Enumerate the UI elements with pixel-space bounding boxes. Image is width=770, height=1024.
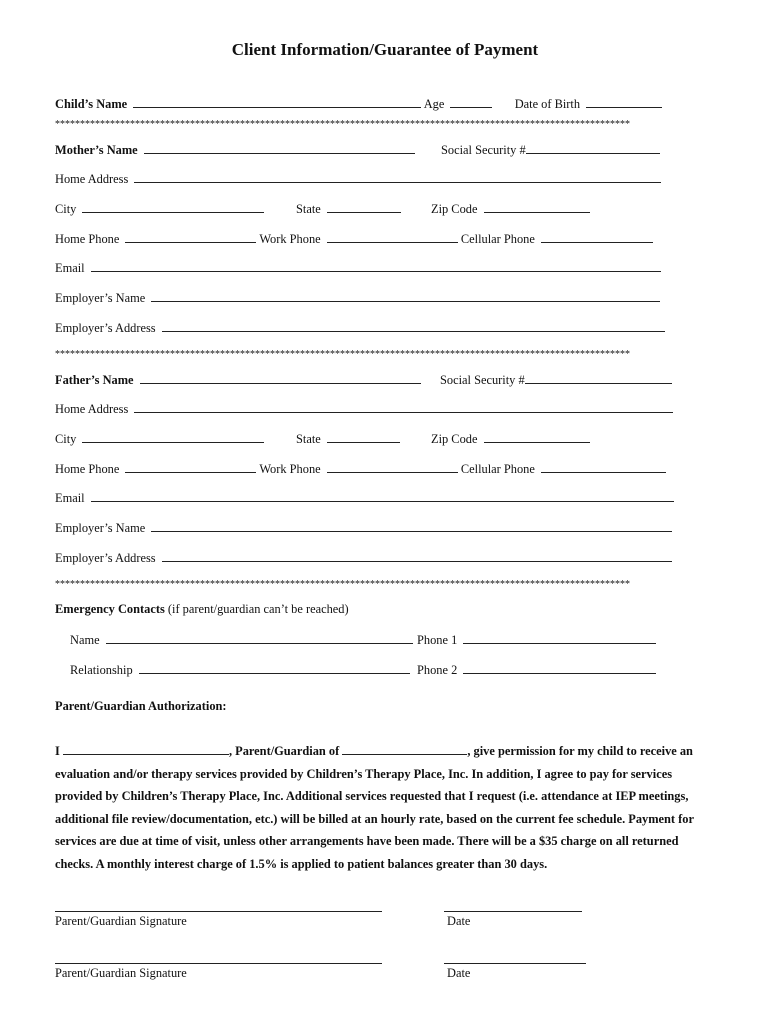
father-address-label: Home Address — [55, 402, 129, 416]
child-name-consent-field[interactable] — [342, 743, 467, 755]
mother-email-label: Email — [55, 261, 85, 275]
father-work-phone-label: Work Phone — [259, 462, 321, 476]
mother-city-row — [55, 201, 264, 217]
father-work-phone-field[interactable] — [327, 461, 458, 473]
father-employer-name-row — [55, 520, 672, 536]
father-ssn-row — [440, 372, 672, 388]
father-employer-name-field[interactable] — [151, 520, 672, 532]
father-address-row — [55, 401, 673, 417]
date-line-2[interactable] — [444, 963, 586, 964]
father-state-row — [296, 431, 400, 447]
mother-zip-label: Zip Code — [431, 202, 478, 216]
date-label-1: Date — [447, 914, 471, 928]
authorization-i: I — [55, 744, 60, 758]
mother-address-field[interactable] — [134, 171, 661, 183]
father-zip-field[interactable] — [484, 431, 590, 443]
signature-line-2[interactable] — [55, 963, 382, 964]
father-city-row — [55, 431, 264, 447]
child-name-row — [55, 96, 662, 112]
emergency-note: (if parent/guardian can’t be reached) — [167, 602, 349, 616]
father-state-field[interactable] — [327, 431, 400, 443]
mother-ssn-row — [441, 142, 660, 158]
form-title: Client Information/Guarantee of Payment — [231, 40, 539, 59]
father-name-label: Father’s Name — [55, 373, 134, 387]
emergency-phone1-field[interactable] — [463, 632, 656, 644]
mother-home-phone-label: Home Phone — [55, 232, 120, 246]
authorization-guardian-of: , Parent/Guardian of — [228, 744, 340, 758]
mother-address-label: Home Address — [55, 172, 129, 186]
father-city-field[interactable] — [82, 431, 264, 443]
emergency-phone2-row — [417, 662, 656, 678]
mother-employer-address-label: Employer’s Address — [55, 321, 156, 335]
mother-name-label: Mother’s Name — [55, 143, 138, 157]
date-label-2: Date — [447, 966, 471, 980]
emergency-name-row — [70, 632, 413, 648]
mother-work-phone-field[interactable] — [327, 231, 458, 243]
emergency-name-field[interactable] — [106, 632, 413, 644]
child-age-field[interactable] — [450, 96, 492, 108]
mother-zip-row — [431, 201, 590, 217]
father-email-row — [55, 490, 674, 506]
mother-cell-phone-field[interactable] — [541, 231, 653, 243]
emergency-phone2-label: Phone 2 — [417, 663, 458, 677]
separator-2: ******************************************************************************************************************* — [55, 349, 630, 360]
father-address-field[interactable] — [134, 401, 673, 413]
mother-city-label: City — [55, 202, 77, 216]
mother-employer-address-field[interactable] — [162, 320, 665, 332]
authorization-heading: Parent/Guardian Authorization: — [55, 699, 227, 713]
authorization-text: , give permission for my child to receive an evaluation and/or therapy services provided by Children’s Therapy Place, Inc. In addition, I agree to pay for services provided by Children’s Therapy Place, Inc. Additional services requested that I request (i.e. attendance at IEP meetings, additional file review/documentation, etc.) will be billed at an hourly rate, based on the current fee schedule. Payment for services are due at time of visit, unless other arrangements have been made. There will be a $35 charge on all returned checks. A monthly interest charge of 1.5% is applied to patient balances greater than 30 days. — [55, 744, 694, 871]
child-dob-field[interactable] — [586, 96, 662, 108]
signature-label-2: Parent/Guardian Signature — [55, 966, 187, 980]
father-phones-row — [55, 461, 666, 477]
father-cell-phone-label: Cellular Phone — [460, 462, 535, 476]
mother-ssn-label: Social Security # — [441, 143, 526, 157]
father-state-label: State — [296, 432, 321, 446]
father-employer-name-label: Employer’s Name — [55, 521, 146, 535]
father-ssn-label: Social Security # — [440, 373, 525, 387]
date-line-1[interactable] — [444, 911, 582, 912]
mother-state-field[interactable] — [327, 201, 401, 213]
child-name-field[interactable] — [133, 96, 421, 108]
mother-employer-address-row — [55, 320, 665, 336]
mother-cell-phone-label: Cellular Phone — [460, 232, 535, 246]
signature-line-1[interactable] — [55, 911, 382, 912]
father-name-row — [55, 372, 421, 388]
emergency-relationship-label: Relationship — [70, 663, 133, 677]
father-name-field[interactable] — [140, 372, 421, 384]
mother-zip-field[interactable] — [484, 201, 590, 213]
father-employer-address-label: Employer’s Address — [55, 551, 156, 565]
emergency-relationship-row — [70, 662, 410, 678]
mother-state-label: State — [296, 202, 321, 216]
mother-address-row — [55, 171, 661, 187]
mother-home-phone-field[interactable] — [125, 231, 256, 243]
child-name-label: Child’s Name — [55, 97, 128, 111]
father-zip-row — [431, 431, 590, 447]
emergency-relationship-field[interactable] — [139, 662, 410, 674]
father-employer-address-field[interactable] — [162, 550, 672, 562]
father-ssn-field[interactable] — [525, 372, 672, 384]
father-employer-address-row — [55, 550, 672, 566]
emergency-phone2-field[interactable] — [463, 662, 656, 674]
separator-1: ******************************************************************************************************************* — [55, 119, 630, 130]
signature-label-1: Parent/Guardian Signature — [55, 914, 187, 928]
father-email-label: Email — [55, 491, 85, 505]
father-home-phone-label: Home Phone — [55, 462, 120, 476]
father-cell-phone-field[interactable] — [541, 461, 666, 473]
father-email-field[interactable] — [91, 490, 674, 502]
emergency-name-label: Name — [70, 633, 100, 647]
separator-3: ******************************************************************************************************************* — [55, 579, 630, 590]
emergency-phone1-label: Phone 1 — [417, 633, 458, 647]
mother-employer-name-field[interactable] — [151, 290, 660, 302]
mother-city-field[interactable] — [82, 201, 264, 213]
father-home-phone-field[interactable] — [125, 461, 256, 473]
authorization-paragraph — [55, 740, 715, 875]
mother-work-phone-label: Work Phone — [259, 232, 321, 246]
mother-name-row — [55, 142, 415, 158]
mother-state-row — [296, 201, 401, 217]
mother-email-row — [55, 260, 661, 276]
mother-employer-name-row — [55, 290, 660, 306]
guardian-name-field[interactable] — [63, 743, 229, 755]
father-city-label: City — [55, 432, 77, 446]
child-age-label: Age — [423, 97, 445, 111]
child-dob-label: Date of Birth — [514, 97, 581, 111]
emergency-phone1-row — [417, 632, 656, 648]
mother-ssn-field[interactable] — [526, 142, 660, 154]
mother-name-field[interactable] — [144, 142, 415, 154]
mother-phones-row — [55, 231, 653, 247]
mother-employer-name-label: Employer’s Name — [55, 291, 146, 305]
emergency-heading: Emergency Contacts — [55, 602, 165, 616]
mother-email-field[interactable] — [91, 260, 661, 272]
father-zip-label: Zip Code — [431, 432, 478, 446]
emergency-heading-row — [55, 602, 349, 617]
